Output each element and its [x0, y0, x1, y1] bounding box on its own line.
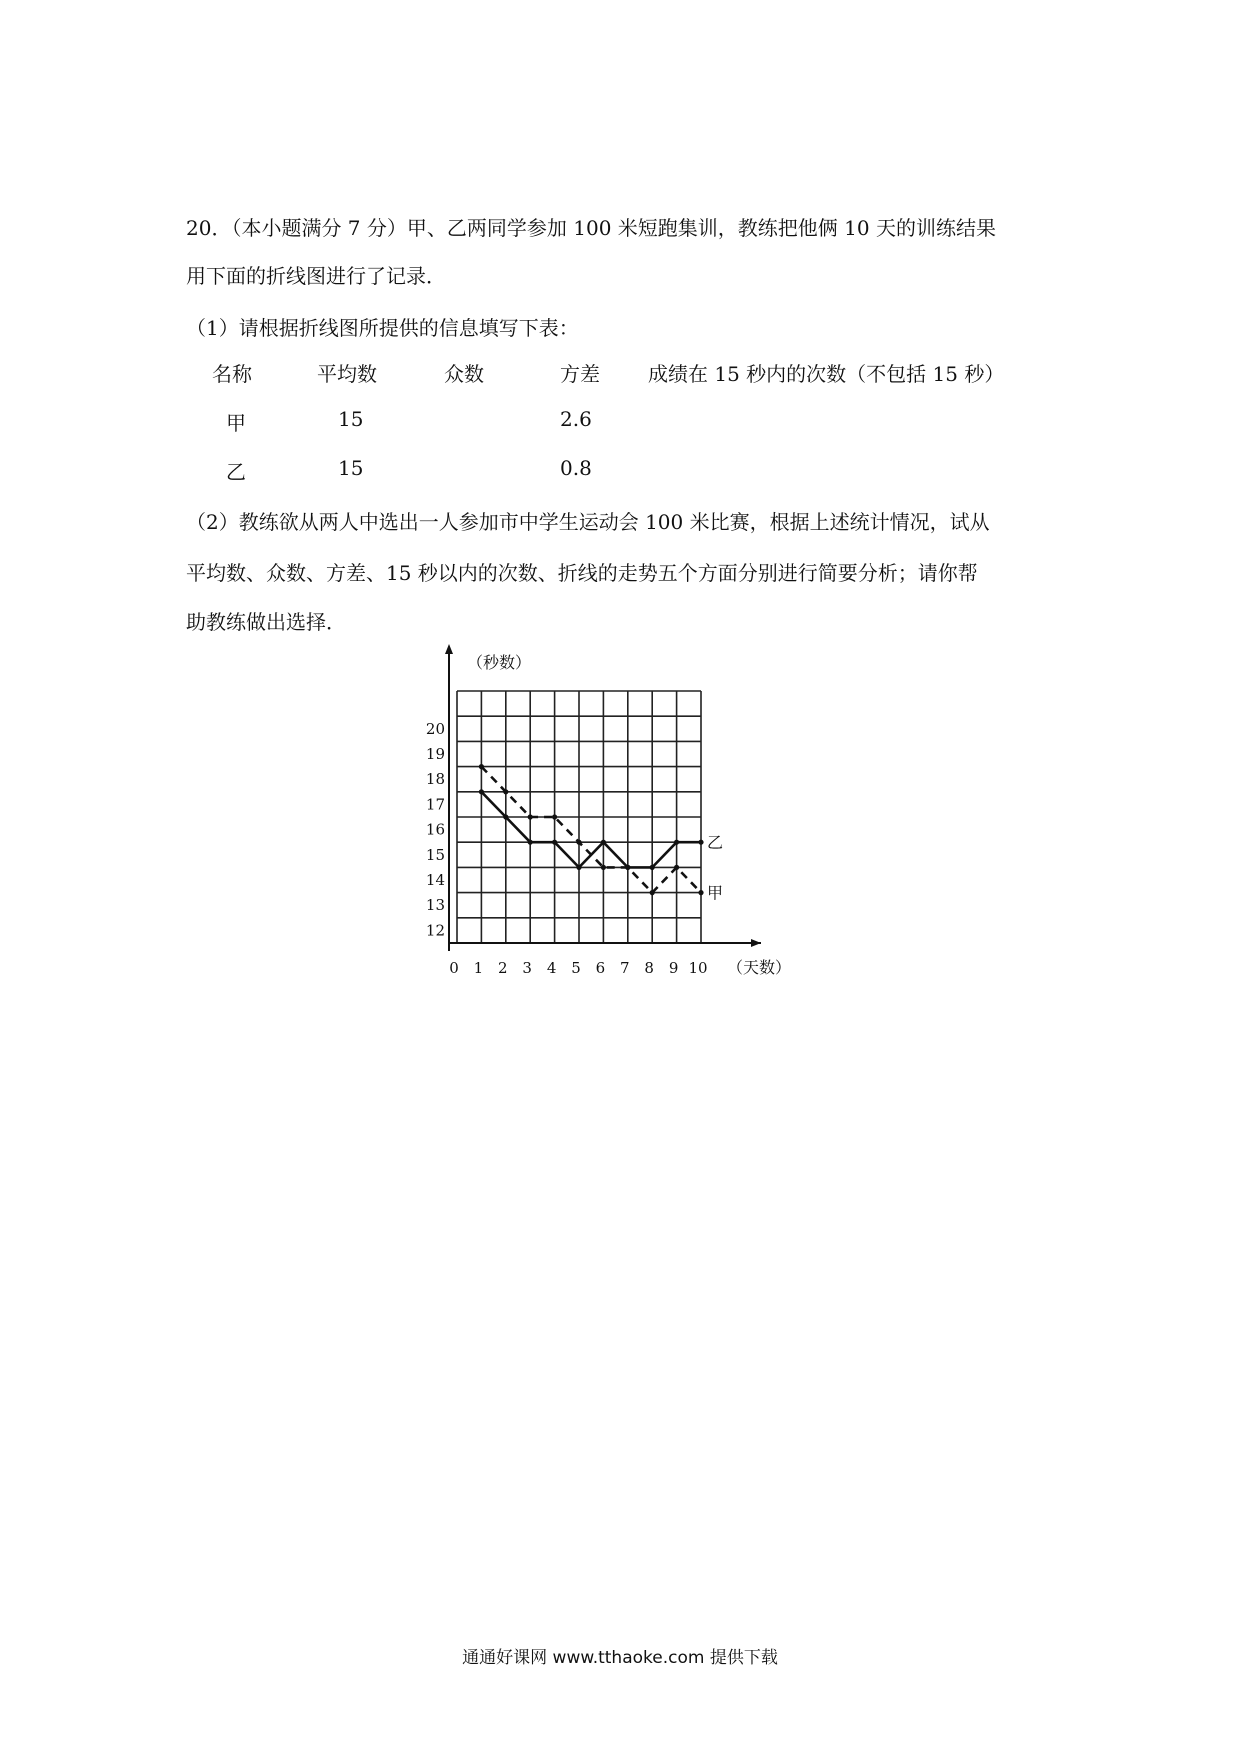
- y-tick-label: 20: [425, 719, 445, 738]
- table-row-jia-mean: 15: [338, 407, 364, 431]
- data-point: [503, 814, 508, 819]
- data-point: [674, 840, 679, 845]
- y-tick-label: 16: [425, 820, 445, 839]
- x-axis-arrow: [751, 939, 761, 947]
- x-axis-title: （天数）: [727, 958, 792, 977]
- table-row-yi-mean: 15: [338, 456, 364, 480]
- table-row-jia-name: 甲: [226, 411, 246, 435]
- table-row-jia-variance: 2.6: [560, 407, 592, 431]
- x-tick-label: 2: [498, 959, 508, 977]
- x-tick-label: 7: [620, 959, 630, 977]
- part2-line-1: （2）教练欲从两人中选出一人参加市中学生运动会 100 米比赛，根据上述统计情况，试从: [186, 510, 990, 534]
- footer-text: 通通好课网 www.tthaoke.com 提供下载: [462, 1648, 778, 1668]
- data-point: [650, 865, 655, 870]
- series-label: 乙: [707, 833, 724, 853]
- data-point: [576, 865, 581, 870]
- data-point: [698, 840, 703, 845]
- y-tick-label: 12: [425, 921, 445, 940]
- data-point: [625, 865, 630, 870]
- data-point: [674, 865, 679, 870]
- question-line-1: 20．（本小题满分 7 分）甲、乙两同学参加 100 米短跑集训，教练把他俩 10 天的训练结果: [186, 216, 996, 240]
- y-tick-label: 15: [425, 845, 445, 864]
- x-tick-label: 10: [688, 959, 708, 977]
- data-point: [601, 840, 606, 845]
- table-header-count: 成绩在 15 秒内的次数（不包括 15 秒）: [648, 362, 1005, 386]
- chart-grid: [457, 691, 701, 943]
- y-tick-label: 14: [425, 871, 445, 889]
- table-header-variance: 方差: [560, 362, 600, 386]
- data-point: [528, 840, 533, 845]
- x-tick-label: 6: [595, 959, 606, 977]
- data-point: [479, 789, 484, 794]
- data-point: [552, 814, 557, 819]
- x-tick-label: 5: [571, 959, 581, 977]
- y-tick-label: 13: [425, 896, 445, 915]
- data-point: [552, 840, 557, 845]
- data-point: [698, 890, 703, 895]
- data-point: [479, 764, 484, 769]
- x-tick-label: 8: [644, 959, 654, 977]
- table-header-mode: 众数: [444, 362, 484, 386]
- data-point: [576, 840, 581, 845]
- table-row-yi-variance: 0.8: [560, 456, 592, 480]
- series-line-jia: [481, 767, 701, 893]
- data-point: [601, 865, 606, 870]
- y-tick-label: 19: [425, 745, 445, 763]
- question-line-2: 用下面的折线图进行了记录．: [186, 264, 446, 288]
- y-tick-label: 17: [425, 795, 445, 814]
- table-row-yi-name: 乙: [226, 460, 246, 484]
- part2-line-2: 平均数、众数、方差、15 秒以内的次数、折线的走势五个方面分别进行简要分析；请你帮: [186, 561, 978, 585]
- series-label: 甲: [707, 883, 724, 903]
- part1-instruction: （1）请根据折线图所提供的信息填写下表：: [186, 316, 579, 340]
- x-tick-label: 0: [449, 959, 459, 977]
- chart-series: [479, 764, 704, 895]
- table-header-mean: 平均数: [317, 362, 377, 386]
- line-chart: [420, 640, 820, 990]
- x-tick-label: 9: [668, 959, 679, 977]
- series-line-yi: [481, 792, 701, 868]
- x-tick-label: 4: [546, 959, 557, 977]
- x-tick-label: 1: [473, 959, 484, 977]
- data-point: [650, 890, 655, 895]
- y-axis-title: （秒数）: [467, 653, 532, 672]
- data-point: [528, 814, 533, 819]
- y-axis-arrow: [445, 644, 453, 654]
- x-tick-label: 3: [522, 959, 532, 977]
- data-point: [503, 789, 508, 794]
- table-header-name: 名称: [212, 362, 252, 386]
- part2-line-3: 助教练做出选择．: [186, 610, 346, 634]
- y-tick-label: 18: [425, 770, 445, 789]
